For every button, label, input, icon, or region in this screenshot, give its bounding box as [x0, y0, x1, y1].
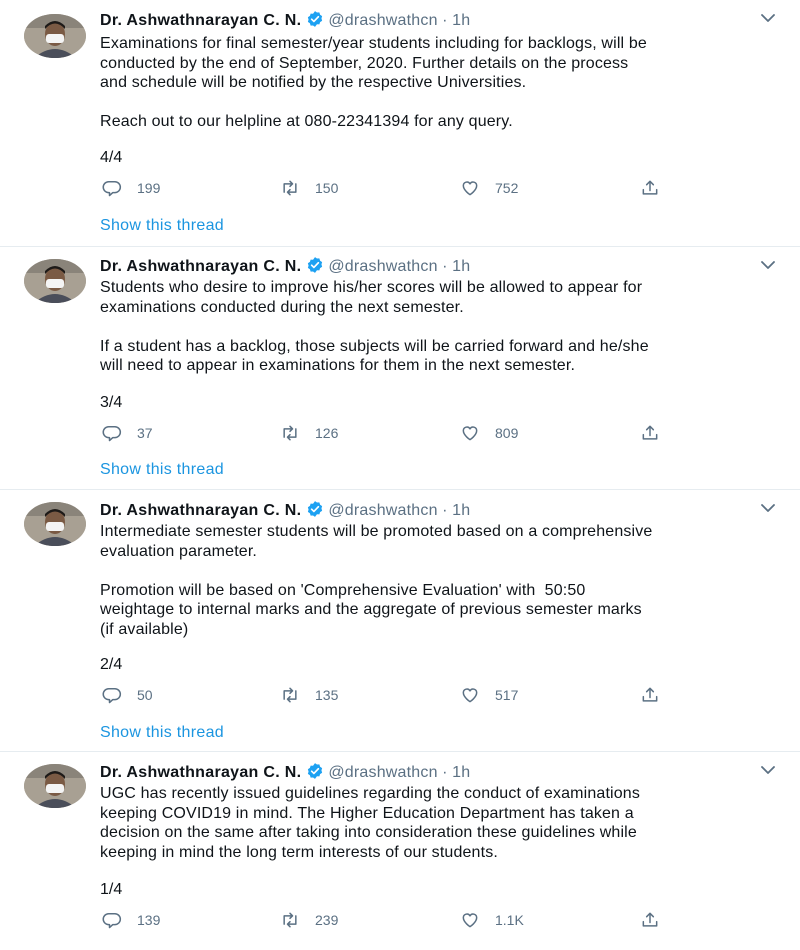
thread-counter: 1/4 [100, 881, 123, 898]
verified-badge-icon [306, 256, 324, 274]
avatar[interactable] [24, 259, 86, 303]
like-button[interactable] [460, 684, 518, 706]
tweet-paragraph: If a student has a backlog, those subjects will be carried forward and he/she will need to appear in examinations for them in the next semester. [100, 337, 649, 374]
author-name[interactable]: Dr. Ashwathnarayan C. N. [100, 12, 302, 29]
separator-dot: · [442, 502, 448, 519]
chevron-down-icon[interactable] [760, 502, 776, 514]
tweet-actions [100, 684, 680, 706]
show-thread-link[interactable]: Show this thread [100, 461, 224, 478]
tweet-actions [100, 909, 680, 931]
tweet-card[interactable] [0, 490, 800, 752]
avatar[interactable] [24, 14, 86, 58]
retweet-icon [280, 685, 300, 705]
share-button[interactable] [640, 177, 660, 199]
reply-icon [102, 178, 122, 198]
heart-icon [460, 910, 480, 930]
retweet-button[interactable] [280, 422, 338, 444]
author-handle[interactable]: @drashwathcn [328, 764, 438, 781]
tweet-actions [100, 422, 680, 444]
share-button[interactable] [640, 909, 660, 931]
retweet-count: 126 [315, 425, 339, 441]
tweet-paragraph: Reach out to our helpline at 080-22341394 for any query. [100, 113, 513, 130]
heart-icon [460, 423, 480, 443]
author-name[interactable]: Dr. Ashwathnarayan C. N. [100, 502, 302, 519]
thread-counter: 2/4 [100, 656, 123, 673]
tweet-header [100, 762, 780, 786]
like-count: 809 [495, 425, 519, 441]
like-count: 517 [495, 687, 519, 703]
share-icon [640, 423, 660, 443]
reply-button[interactable] [102, 684, 153, 706]
avatar-masked-man-icon [24, 502, 86, 546]
author-handle[interactable]: @drashwathcn [328, 502, 438, 519]
tweet-text [100, 278, 780, 376]
share-icon [640, 910, 660, 930]
retweet-button[interactable] [280, 177, 338, 199]
tweet-text [100, 34, 780, 132]
verified-badge-icon [306, 500, 324, 518]
thread-counter: 3/4 [100, 394, 123, 411]
tweet-timestamp[interactable]: 1h [452, 764, 471, 781]
like-count: 752 [495, 180, 519, 196]
tweet-header [100, 10, 780, 34]
retweet-button[interactable] [280, 684, 338, 706]
tweet-header [100, 256, 780, 280]
retweet-button[interactable] [280, 909, 338, 931]
heart-icon [460, 685, 480, 705]
reply-button[interactable] [102, 422, 153, 444]
reply-icon [102, 685, 122, 705]
verified-badge-icon [306, 762, 324, 780]
reply-button[interactable] [102, 909, 160, 931]
retweet-count: 135 [315, 687, 339, 703]
tweet-card[interactable] [0, 752, 800, 950]
avatar-masked-man-icon [24, 14, 86, 58]
tweet-paragraph: Students who desire to improve his/her scores will be allowed to appear for examinations conducted during the next semester. [100, 279, 643, 316]
tweet-paragraph: Examinations for final semester/year students including for backlogs, will be conducted by the end of September, 2020. Further details on the process and schedule will be notified by the respective Universities. [100, 35, 647, 91]
tweet-text [100, 784, 780, 862]
like-button[interactable] [460, 177, 518, 199]
tweet-timestamp[interactable]: 1h [452, 258, 471, 275]
retweet-icon [280, 423, 300, 443]
verified-badge-icon [306, 10, 324, 28]
share-button[interactable] [640, 422, 660, 444]
avatar-masked-man-icon [24, 259, 86, 303]
heart-icon [460, 178, 480, 198]
retweet-count: 239 [315, 912, 339, 928]
avatar-masked-man-icon [24, 764, 86, 808]
share-button[interactable] [640, 684, 660, 706]
retweet-icon [280, 178, 300, 198]
reply-count: 199 [137, 180, 161, 196]
reply-icon [102, 423, 122, 443]
reply-icon [102, 910, 122, 930]
show-thread-link[interactable]: Show this thread [100, 217, 224, 234]
tweet-card[interactable] [0, 247, 800, 490]
tweet-card[interactable] [0, 0, 800, 247]
reply-count: 50 [137, 687, 153, 703]
tweet-timestamp[interactable]: 1h [452, 502, 471, 519]
tweet-text [100, 522, 780, 639]
separator-dot: · [442, 258, 448, 275]
tweet-paragraph: Intermediate semester students will be promoted based on a comprehensive evaluation parameter. [100, 523, 653, 560]
reply-count: 37 [137, 425, 153, 441]
tweet-paragraph: UGC has recently issued guidelines regarding the conduct of examinations keeping COVID19 in mind. The Higher Education Department has taken a decision on the same after taking into consideration these guidelines while keeping in mind the long term interests of our students. [100, 785, 640, 861]
share-icon [640, 178, 660, 198]
share-icon [640, 685, 660, 705]
tweet-timestamp[interactable]: 1h [452, 12, 471, 29]
tweet-actions [100, 177, 680, 199]
author-handle[interactable]: @drashwathcn [328, 258, 438, 275]
separator-dot: · [442, 12, 448, 29]
tweet-paragraph: Promotion will be based on 'Comprehensive Evaluation' with 50:50 weightage to internal marks and the aggregate of previous semester marks (if available) [100, 581, 642, 638]
reply-count: 139 [137, 912, 161, 928]
thread-counter: 4/4 [100, 149, 123, 166]
like-button[interactable] [460, 909, 524, 931]
retweet-icon [280, 910, 300, 930]
retweet-count: 150 [315, 180, 339, 196]
like-count: 1.1K [495, 912, 524, 928]
reply-button[interactable] [102, 177, 160, 199]
chevron-down-icon[interactable] [760, 12, 776, 24]
tweet-header [100, 500, 780, 524]
show-thread-link[interactable]: Show this thread [100, 724, 224, 741]
author-name[interactable]: Dr. Ashwathnarayan C. N. [100, 258, 302, 275]
avatar[interactable] [24, 764, 86, 808]
author-name[interactable]: Dr. Ashwathnarayan C. N. [100, 764, 302, 781]
author-handle[interactable]: @drashwathcn [328, 12, 438, 29]
like-button[interactable] [460, 422, 518, 444]
chevron-down-icon[interactable] [760, 259, 776, 271]
avatar[interactable] [24, 502, 86, 546]
chevron-down-icon[interactable] [760, 764, 776, 776]
separator-dot: · [442, 764, 448, 781]
